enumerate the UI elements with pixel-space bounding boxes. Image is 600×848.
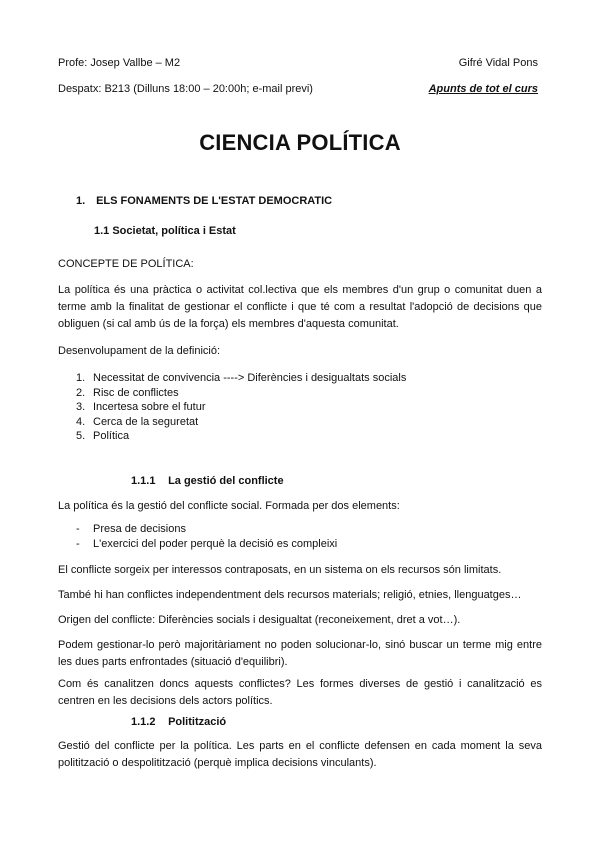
paragraph-interessos: El conflicte sorgeix per interessos contraposats, en un sistema on els recursos són limitats. [58, 564, 502, 576]
section-1-1-1-heading [131, 475, 284, 487]
paragraph-tambe: També hi han conflictes independentment dels recursos materials; religió, etnies, llenguatges… [58, 589, 522, 601]
section-1-1-2-number: 1.1.2 [131, 716, 156, 728]
list-item: 1. Necessitat de convivencia ----> Diferències i desigualtats socials [76, 372, 407, 384]
page-title: CIENCIA POLÍTICA [199, 130, 401, 155]
paragraph-origen: Origen del conflicte: Diferències socials i desigualtat (reconeixement, dret a vot…). [58, 614, 461, 626]
section-1-1-heading: 1.1 Societat, política i Estat [94, 225, 236, 237]
desenvolupament-label: Desenvolupament de la definició: [58, 345, 221, 357]
paragraph-polititzacio: Gestió del conflicte per la política. Les parts en el conflicte defensen en cada moment la seva politització o despolitització (perquè implica decisions vinculants). [58, 740, 542, 769]
section-1-number: 1. [76, 195, 86, 207]
section-1-heading [76, 195, 332, 207]
section-1-title: ELS FONAMENTS DE L'ESTAT DEMOCRATIC [96, 195, 333, 207]
list-item: - L'exercici del poder perquè la decisió es compleixi [76, 538, 338, 550]
paragraph-gestionar: Podem gestionar-lo però majoritàriament no poden solucionar-lo, sinó buscar un terme mig entre les dues parts enfrontades (situació d'equilibri). [58, 639, 542, 668]
header-despatx: Despatx: B213 (Dilluns 18:00 – 20:00h; e-mail previ) [58, 83, 313, 95]
list-item: 3. Incertesa sobre el futur [76, 401, 206, 413]
list-item: - Presa de decisions [76, 523, 186, 535]
section-1-1-1-number: 1.1.1 [131, 475, 156, 487]
header-author: Gifré Vidal Pons [458, 57, 538, 69]
list-item: 5. Política [76, 430, 130, 442]
section-1-1-2-title: Politització [168, 716, 227, 728]
section-1-1-1-title: La gestió del conflicte [168, 475, 284, 487]
header-profe: Profe: Josep Vallbe – M2 [58, 57, 181, 69]
concepte-paragraph: La política és una pràctica o activitat col.lectiva que els membres d'un grup o comunitat duen a terme amb la finalitat de gestionar el conflicte i que té com a resultat l'adopció de decisions que obliguen (si cal amb ús de la força) els membres d'aquesta comunitat. [58, 284, 542, 330]
paragraph-canalitzen: Com és canalitzen doncs aquests conflictes? Les formes diverses de gestió i canalització es centren en les decisions dels actors polítics. [58, 678, 542, 707]
header-notes-label: Apunts de tot el curs [428, 83, 538, 95]
concepte-label: CONCEPTE DE POLÍTICA: [58, 258, 194, 270]
list-item: 4. Cerca de la seguretat [76, 415, 199, 428]
section-1-1-2-heading [131, 716, 226, 728]
gestio-intro: La política és la gestió del conflicte social. Formada per dos elements: [58, 500, 400, 512]
list-item: 2. Risc de conflictes [76, 386, 179, 399]
elements-list [76, 522, 337, 552]
definition-list [76, 371, 406, 444]
